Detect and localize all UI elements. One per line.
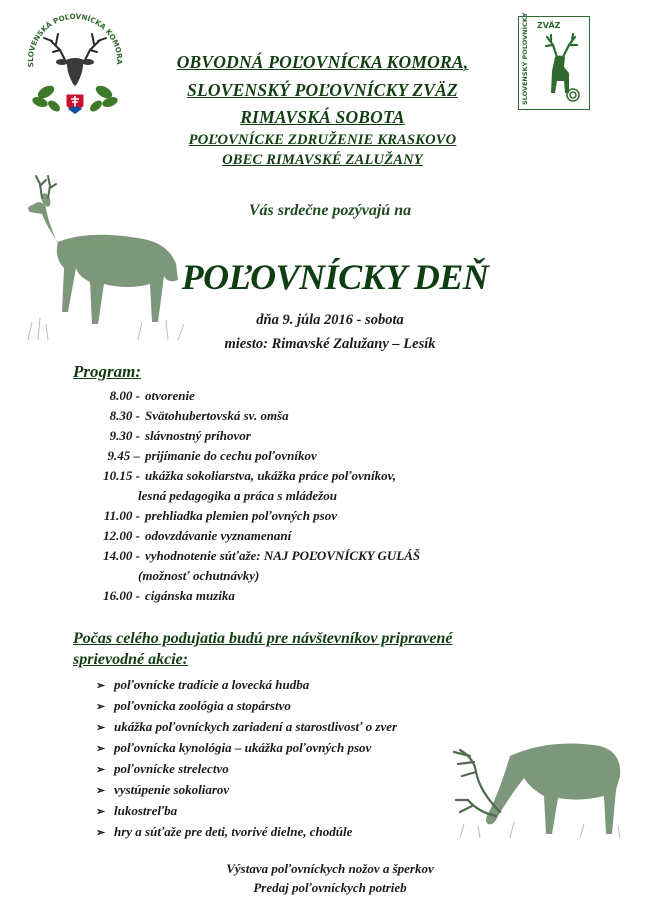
accompanying-item bbox=[96, 737, 397, 758]
accompanying-item-text: poľovnícke strelectvo bbox=[114, 761, 229, 776]
program-description: cigánska muzika bbox=[145, 588, 235, 603]
program-time: 12.00 - bbox=[103, 528, 140, 543]
program-item bbox=[90, 506, 420, 526]
footer-line-2: Predaj poľovníckych potrieb bbox=[253, 880, 407, 895]
right-logo-top-text: ZVÄZ bbox=[537, 21, 561, 30]
program-description: slávnostný príhovor bbox=[145, 428, 251, 443]
program-description: prijímanie do cechu poľovníkov bbox=[145, 448, 317, 463]
accompanying-item-text: poľovnícka kynológia – ukážka poľovných psov bbox=[114, 740, 372, 755]
arrow-bullet-icon: ➢ bbox=[96, 680, 106, 692]
program-description: prehliadka plemien poľovných psov bbox=[145, 508, 338, 523]
accompanying-heading bbox=[73, 628, 533, 670]
program-heading: Program: bbox=[73, 362, 141, 381]
accompanying-item-text: vystúpenie sokoliarov bbox=[114, 782, 230, 797]
accompanying-item-text: ukážka poľovníckych zariadení a starostlivosť o zver bbox=[114, 719, 398, 734]
program-description: odovzdávanie vyznamenaní bbox=[145, 528, 292, 543]
deer-emblem-icon bbox=[20, 10, 130, 122]
program-time: 9.30 - bbox=[109, 428, 140, 443]
accompanying-item-text: poľovnícke tradície a lovecká hudba bbox=[114, 677, 310, 692]
arrow-bullet-icon: ➢ bbox=[96, 722, 106, 734]
program-item bbox=[90, 466, 420, 486]
accompanying-item bbox=[96, 821, 397, 842]
footer-line-1: Výstava poľovníckych nožov a šperkov bbox=[226, 861, 434, 876]
program-item bbox=[90, 406, 420, 426]
accompanying-item bbox=[96, 716, 397, 737]
accompanying-item bbox=[96, 800, 397, 821]
program-item bbox=[90, 586, 420, 606]
header-line-2: SLOVENSKÝ POĽOVNÍCKY ZVÄZ bbox=[187, 80, 458, 100]
accompanying-item bbox=[96, 674, 397, 695]
program-time: 10.15 - bbox=[103, 468, 140, 483]
accompanying-heading-line-2: sprievodné akcie: bbox=[73, 651, 189, 668]
left-logo-ring-text: SLOVENSKÁ POĽOVNÍCKA KOMORA bbox=[25, 11, 125, 68]
accompanying-item-text: hry a súťaže pre deti, tvorivé dielne, chodúle bbox=[114, 824, 353, 839]
program-item bbox=[90, 526, 420, 546]
header-line-5: OBEC RIMAVSKÉ ZALUŽANY bbox=[222, 152, 423, 168]
header-line-3: RIMAVSKÁ SOBOTA bbox=[240, 107, 405, 127]
program-item bbox=[90, 566, 420, 586]
program-time: 9.45 – bbox=[107, 448, 140, 463]
deer-silhouette-icon bbox=[535, 33, 587, 105]
arrow-bullet-icon: ➢ bbox=[96, 785, 106, 797]
invite-text: Vás srdečne pozývajú na bbox=[248, 202, 412, 219]
program-list bbox=[90, 386, 420, 606]
program-description: lesná pedagogika a práca s mládežou bbox=[138, 488, 337, 503]
event-date: dňa 9. júla 2016 - sobota bbox=[256, 312, 404, 328]
right-logo bbox=[518, 12, 590, 110]
program-description: otvorenie bbox=[145, 388, 195, 403]
program-description: (možnosť ochutnávky) bbox=[138, 568, 260, 583]
program-time: 16.00 - bbox=[103, 588, 140, 603]
left-logo bbox=[20, 10, 130, 122]
program-description: Svätohubertovská sv. omša bbox=[145, 408, 289, 423]
accompanying-item bbox=[96, 779, 397, 800]
program-item bbox=[90, 486, 420, 506]
program-item bbox=[90, 426, 420, 446]
program-time: 8.00 - bbox=[109, 388, 140, 403]
program-time: 8.30 - bbox=[109, 408, 140, 423]
program-description: ukážka sokoliarstva, ukážka práce poľovníkov, bbox=[145, 468, 397, 483]
program-item bbox=[90, 446, 420, 466]
program-item bbox=[90, 546, 420, 566]
accompanying-heading-line-1: Počas celého podujatia budú pre návštevníkov pripravené bbox=[73, 630, 453, 647]
program-item bbox=[90, 386, 420, 406]
accompanying-item-text: poľovnícka zoológia a stopárstvo bbox=[114, 698, 291, 713]
event-title: POĽOVNÍCKY DEŇ bbox=[181, 257, 489, 297]
arrow-bullet-icon: ➢ bbox=[96, 806, 106, 818]
program-time: 14.00 - bbox=[103, 548, 140, 563]
arrow-bullet-icon: ➢ bbox=[96, 701, 106, 713]
accompanying-item-text: lukostreľba bbox=[114, 803, 178, 818]
accompanying-list bbox=[96, 674, 397, 842]
program-time: 11.00 - bbox=[103, 508, 140, 523]
arrow-bullet-icon: ➢ bbox=[96, 764, 106, 776]
right-logo-vertical-text: SLOVENSKÝ POĽOVNÍCKY bbox=[521, 12, 529, 105]
arrow-bullet-icon: ➢ bbox=[96, 743, 106, 755]
accompanying-item bbox=[96, 758, 397, 779]
header-line-4: POĽOVNÍCKE ZDRUŽENIE KRASKOVO bbox=[188, 132, 457, 148]
program-description: vyhodnotenie súťaže: NAJ POĽOVNÍCKY GULÁŠ bbox=[145, 548, 421, 563]
arrow-bullet-icon: ➢ bbox=[96, 827, 106, 839]
fallow-deer-illustration bbox=[440, 716, 630, 840]
event-place: miesto: Rimavské Zalužany – Lesík bbox=[224, 336, 436, 352]
accompanying-item bbox=[96, 695, 397, 716]
header-line-1: OBVODNÁ POĽOVNÍCKA KOMORA, bbox=[176, 52, 469, 72]
